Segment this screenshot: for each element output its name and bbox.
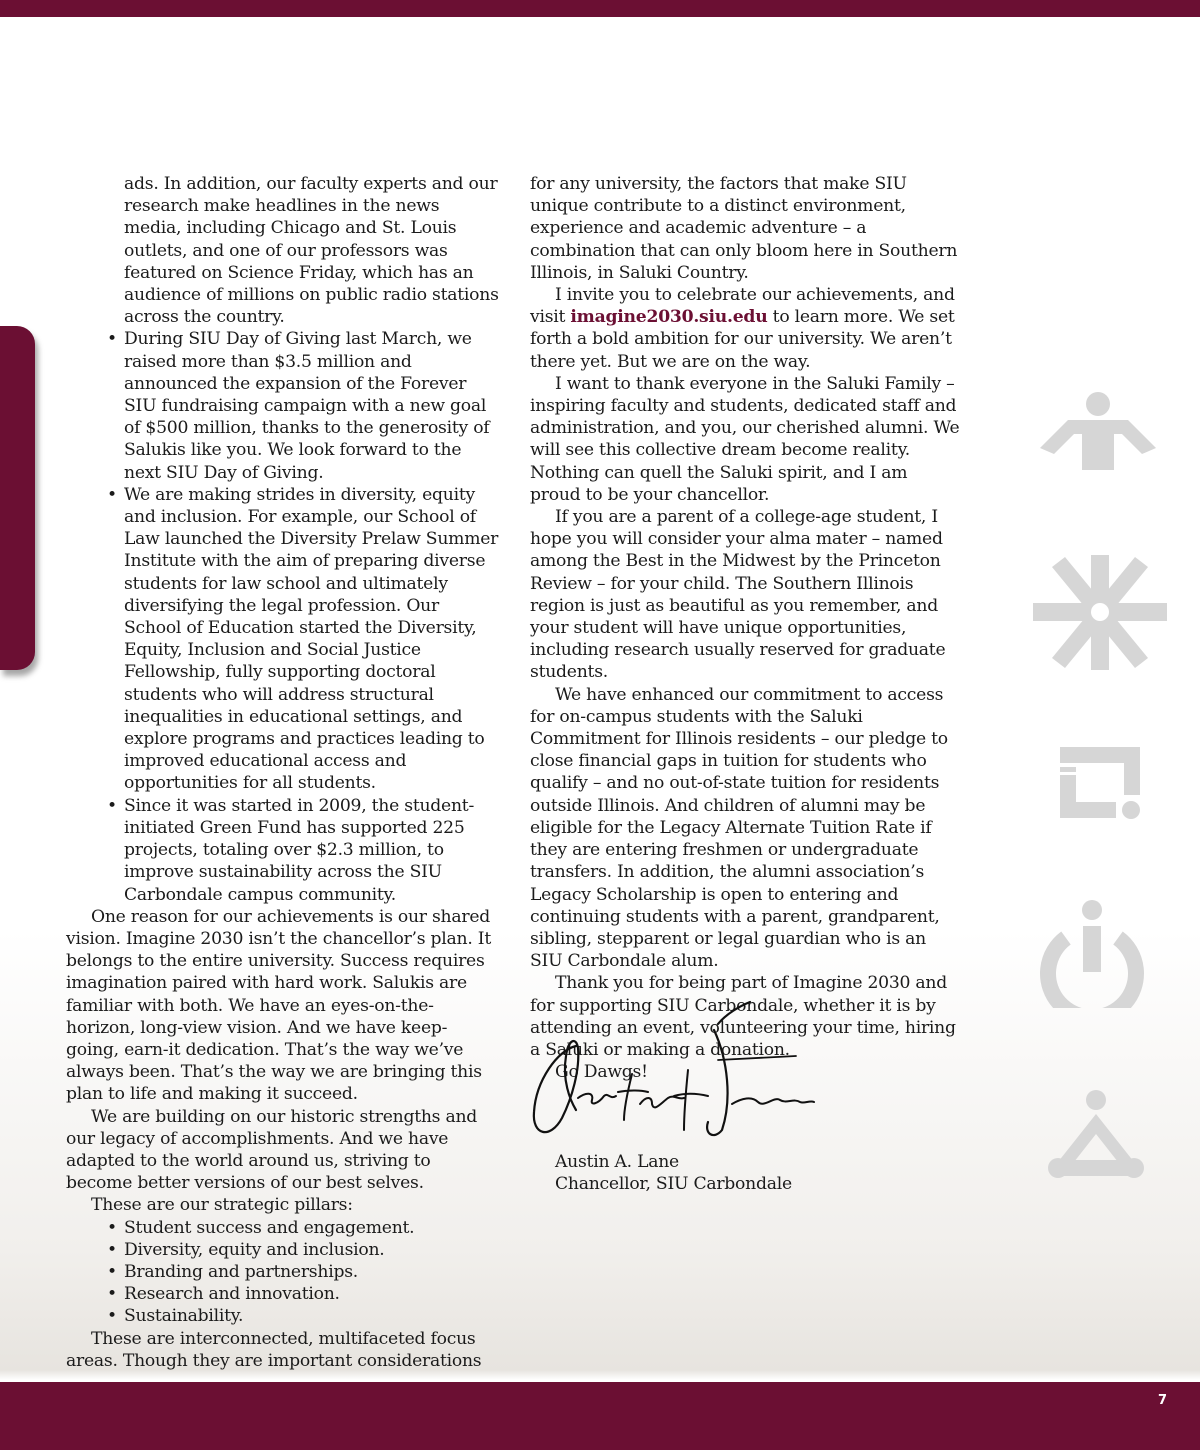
triangle-people-icon [1030, 1090, 1160, 1182]
list-item: • During SIU Day of Giving last March, we raised more than $3.5 million and announced the expansion of the Forever SIU fundraising campaign with a new goal of $500 million, thanks to the generosity of Salukis like you. We look forward to the next SIU Day of Giving. [124, 328, 500, 483]
list-item: • Sustainability. [124, 1305, 500, 1327]
thanks-paragraph: I want to thank everyone in the Saluki Family – inspiring faculty and students, dedicated staff and administration, and you, our cherished alumni. We will see this collective dream become reality. Nothing can quell the Saluki spirit, and I am proud to be your chancellor. [530, 373, 960, 505]
pillars-intro: These are our strategic pillars: [91, 1195, 353, 1216]
list-item: • Research and innovation. [124, 1283, 500, 1305]
side-tab [0, 326, 35, 670]
parent-paragraph: If you are a parent of a college-age student, I hope you will consider your alma mater – named among the Best in the Midwest by the Princeton Review – for your child. The Southern Illinois region is just as beautiful as you remember, and your student will have unique opportunities, including research usually reserved for graduate students. [530, 507, 946, 683]
invite-text-before: I invite you to celebrate our achievements, and visit [530, 285, 955, 328]
square-dot-icon [1030, 745, 1140, 820]
list-item: • Since it was started in 2009, the student-initiated Green Fund has supported 225 projects, totaling over $2.3 million, to improve sustainability across the SIU Carbondale campus community. [124, 795, 500, 906]
achievements-list [66, 328, 500, 905]
signer-block [555, 1151, 792, 1195]
access-paragraph: We have enhanced our commitment to access for on-campus students with the Saluki Commitment for Illinois residents – our pledge to close financial gaps in tuition for students who qualify – and no out-of-state tuition for residents outside Illinois. And children of alumni may be eligible for the Legacy Alternate Tuition Rate if they are entering freshmen or undergraduate transfers. In addition, the alumni association’s Legacy Scholarship is open to entering and continuing students with a parent, grandparent, sibling, stepparent or legal guardian who is an SIU Carbondale alum. [530, 684, 948, 972]
signer-name: Austin A. Lane [555, 1152, 679, 1172]
right-column [530, 173, 960, 1083]
invite-text-after: to learn more. We set forth a bold ambition for our university. We aren’t there yet. But we are on the way. [530, 307, 955, 372]
signature-image [528, 1000, 828, 1145]
signer-title: Chancellor, SIU Carbondale [555, 1174, 792, 1195]
right-lead-paragraph: for any university, the factors that make SIU unique contribute to a distinct environment, experience and academic adventure – a combination that can only bloom here in Southern Illinois, in Saluki Country. [530, 174, 958, 283]
pillars-list [66, 1217, 500, 1328]
list-item: • We are making strides in diversity, equity and inclusion. For example, our School of Law launched the Diversity Prelaw Summer Institute with the aim of preparing diverse students for law school and ultimately diversifying the legal profession. Our School of Education started the Diversity, Equity, Inclusion and Social Justice Fellowship, fully supporting doctoral students who will address structural inequalities in educational settings, and explore programs and practices leading to improved educational access and opportunities for all students. [124, 484, 500, 795]
person-arrow-icon [1030, 390, 1160, 475]
sign-off: Go Dawgs! [555, 1062, 648, 1083]
invite-paragraph [530, 284, 960, 373]
left-lead-paragraph: ads. In addition, our faculty experts and our research make headlines in the news media, including Chicago and St. Louis outlets, and one of our professors was featured on Science Friday, which has an audience of millions on public radio stations across the country. [124, 174, 499, 328]
building-paragraph: We are building on our historic strengths and our legacy of accomplishments. And we have adapted to the world around us, striving to become better versions of our best selves. [66, 1106, 478, 1194]
pillar-icons [1030, 390, 1170, 1190]
vision-paragraph: One reason for our achievements is our shared vision. Imagine 2030 isn’t the chancellor’s plan. It belongs to the entire university. Success requires imagination paired with hard work. Salukis are familiar with both. We have an eyes-on-the-horizon, long-view vision. And we have keep-going, earn-it dedication. That’s the way we’ve always been. That’s the way we are bringing this plan to life and making it succeed. [66, 906, 491, 1105]
list-item: • Diversity, equity and inclusion. [124, 1239, 500, 1261]
focus-paragraph: These are interconnected, multifaceted focus areas. Though they are important considerations [66, 1328, 482, 1371]
top-brand-bar [0, 0, 1200, 17]
power-person-icon [1030, 898, 1150, 1008]
left-column [66, 173, 500, 1372]
list-item: • Branding and partnerships. [124, 1261, 500, 1283]
list-item: • Student success and engagement. [124, 1217, 500, 1239]
page-number: 7 [1157, 1393, 1167, 1408]
starburst-icon [1030, 555, 1170, 670]
bottom-brand-bar [0, 1382, 1200, 1450]
closing-paragraph: Thank you for being part of Imagine 2030 and for supporting SIU Carbondale, whether it is by attending an event, volunteering your time, hiring a Saluki or making a donation. [530, 973, 956, 1060]
imagine2030-link[interactable]: imagine2030.siu.edu [570, 307, 768, 328]
